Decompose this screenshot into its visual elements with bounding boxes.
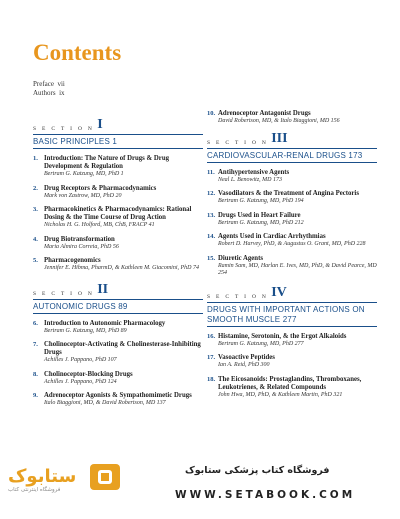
- section-header: S E C T I O N IV: [207, 284, 287, 300]
- toc-entry[interactable]: 15. Diuretic Agents Ramin Sam, MD, Harlan E. Ives, MD, PhD, & David Pearce, MD 254: [207, 254, 377, 276]
- store-logo-subtitle: فروشگاه اینترنتی کتاب: [8, 487, 61, 493]
- toc-entry[interactable]: 17. Vasoactive Peptides Ian A. Reid, PhD 300: [207, 354, 275, 368]
- store-url[interactable]: WWW.SETABOOK.COM: [175, 489, 356, 501]
- section-header: S E C T I O N I: [33, 117, 103, 132]
- toc-entry[interactable]: 2. Drug Receptors & Pharmacodynamics Mark von Zastrow, MD, PhD 20: [33, 184, 157, 199]
- toc-entry[interactable]: 8. Cholinoceptor-Blocking Drugs Achilles J. Pappano, PhD 124: [33, 370, 133, 385]
- section-title[interactable]: BASIC PRINCIPLES 1: [33, 134, 203, 149]
- store-logo-icon: [90, 464, 120, 490]
- section-title[interactable]: AUTONOMIC DRUGS 89: [33, 299, 203, 314]
- toc-entry[interactable]: 3. Pharmacokinetics & Pharmacodynamics: Rational Dosing & the Time Course of Drug Action Nicholas H. G. Holford, MB, ChB, FRACP 41: [33, 206, 192, 228]
- front-matter: [33, 80, 65, 98]
- toc-entry[interactable]: 9. Adrenoceptor Agonists & Sympathomimetic Drugs Italo Biaggioni, MD, & David Robertson, MD 137: [33, 392, 192, 406]
- toc-entry[interactable]: 1. Introduction: The Nature of Drugs & Drug Development & Regulation Bertram G. Katzung, MD, PhD 1: [33, 155, 169, 177]
- toc-entry[interactable]: 7. Cholinoceptor-Activating & Cholinesterase-Inhibiting Drugs Achilles J. Pappano, PhD 107: [33, 341, 201, 363]
- page-title: Contents: [33, 40, 122, 65]
- section-header: S E C T I O N III: [207, 130, 288, 146]
- front-matter-item[interactable]: Authors ix: [33, 89, 65, 97]
- toc-entry[interactable]: 10. Adrenoceptor Antagonist Drugs David Robertson, MD, & Italo Biaggioni, MD 156: [207, 110, 340, 124]
- toc-entry[interactable]: 11. Antihypertensive Agents Neal L. Benowitz, MD 173: [207, 168, 290, 183]
- store-logo-text: ستابوک: [8, 466, 77, 487]
- front-matter-item[interactable]: Preface vii: [33, 80, 65, 88]
- toc-entry[interactable]: 16. Histamine, Serotonin, & the Ergot Alkaloids Bertram G. Katzung, MD, PhD 277: [207, 332, 347, 347]
- toc-entry[interactable]: 4. Drug Biotransformation Maria Almira Correia, PhD 56: [33, 235, 119, 250]
- toc-entry[interactable]: 5. Pharmacogenomics Jennifer E. Hibma, PharmD, & Kathleen M. Giacomini, PhD 74: [33, 257, 199, 271]
- toc-left-column: [33, 114, 203, 408]
- section-header: S E C T I O N II: [33, 281, 109, 297]
- toc-entry[interactable]: 6. Introduction to Autonomic Pharmacology Bertram G. Katzung, MD, PhD 89: [33, 319, 166, 334]
- toc-entry[interactable]: 12. Vasodilators & the Treatment of Angina Pectoris Bertram G. Katzung, MD, PhD 194: [207, 190, 359, 204]
- section-title[interactable]: CARDIOVASCULAR-RENAL DRUGS 173: [207, 148, 377, 163]
- toc-right-column: [207, 110, 377, 399]
- section-title[interactable]: DRUGS WITH IMPORTANT ACTIONS ON SMOOTH MUSCLE 277: [207, 302, 377, 327]
- store-name: فروشگاه کتاب پزشکی ستابوک: [185, 465, 330, 476]
- toc-entry[interactable]: 14. Agents Used in Cardiac Arrhythmias Robert D. Harvey, PhD, & Augustus O. Grant, MD, PhD 228: [207, 233, 366, 247]
- toc-entry[interactable]: 13. Drugs Used in Heart Failure Bertram G. Katzung, MD, PhD 212: [207, 211, 304, 226]
- toc-entry[interactable]: 18. The Eicosanoids: Prostaglandins, Thromboxanes, Leukotrienes, & Related Compounds John Hwa, MD, PhD, & Kathleen Martin, PhD 321: [207, 375, 362, 398]
